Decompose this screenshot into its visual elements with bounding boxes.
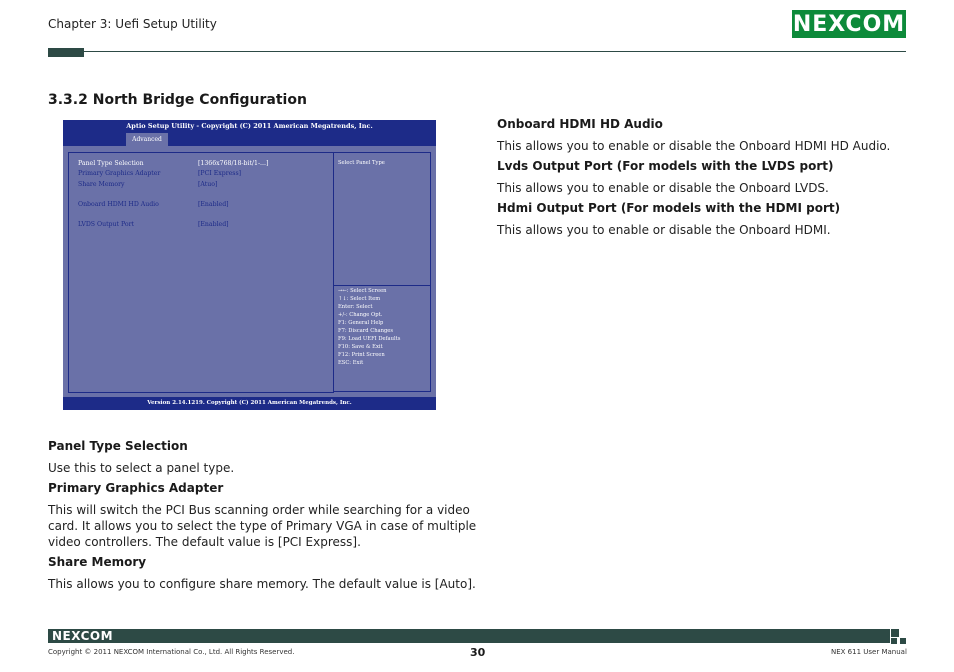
bios-help-text: Select Panel Type xyxy=(338,160,385,166)
bios-item-value[interactable]: [Atuo] xyxy=(198,181,218,188)
chapter-title: Chapter 3: Uefi Setup Utility xyxy=(48,17,217,31)
para-hdmi-port: This allows you to enable or disable the Onboard HDMI. xyxy=(497,223,831,237)
bios-title-bar: Aptio Setup Utility - Copyright (C) 2011 American Megatrends, Inc. xyxy=(63,120,436,133)
para-panel-type: Use this to select a panel type. xyxy=(48,461,235,475)
heading-primary-graphics: Primary Graphics Adapter xyxy=(48,481,224,495)
bios-item-label[interactable]: Primary Graphics Adapter xyxy=(78,170,161,177)
bios-item-label[interactable]: Onboard HDMI HD Audio xyxy=(78,201,159,208)
footer-square-icon xyxy=(891,629,899,637)
header-accent-block xyxy=(48,48,84,57)
para-share-memory: This allows you to configure share memory. The default value is [Auto]. xyxy=(48,577,476,591)
para-hdmi-audio: This allows you to enable or disable the Onboard HDMI HD Audio. xyxy=(497,139,891,153)
bios-item-value[interactable]: [Enabled] xyxy=(198,221,229,228)
footer-logo: NEXCOM xyxy=(52,629,114,643)
bios-key-line: →←: Select Screen xyxy=(338,288,387,294)
bios-help-panel xyxy=(333,152,431,286)
bios-key-line: F12: Print Screen xyxy=(338,352,385,358)
bios-key-line: F7: Discard Changes xyxy=(338,328,394,334)
bios-key-line: F1: General Help xyxy=(338,320,384,326)
bios-key-line: +/-: Change Opt. xyxy=(338,312,383,318)
page-number: 30 xyxy=(470,646,486,659)
bios-key-line: ↑↓: Select Item xyxy=(338,296,381,302)
heading-hdmi-port: Hdmi Output Port (For models with the HDMI port) xyxy=(497,201,841,215)
bios-key-line: Enter: Select xyxy=(338,304,373,310)
bios-key-legend xyxy=(338,287,400,367)
bios-item-value[interactable]: [Enabled] xyxy=(198,201,229,208)
heading-lvds-port: Lvds Output Port (For models with the LVDS port) xyxy=(497,159,834,173)
nexcom-logo: NEXCOM xyxy=(792,11,906,37)
bios-item-label[interactable]: Share Memory xyxy=(78,181,125,188)
copyright-text: Copyright © 2011 NEXCOM International Co., Ltd. All Rights Reserved. xyxy=(48,648,295,656)
section-title: 3.3.2 North Bridge Configuration xyxy=(48,92,307,108)
para-primary-graphics-3: video controllers. The default value is [PCI Express]. xyxy=(48,535,361,549)
footer-square-icon xyxy=(900,638,906,644)
para-primary-graphics-1: This will switch the PCI Bus scanning order while searching for a video xyxy=(48,503,470,517)
para-lvds-port: This allows you to enable or disable the Onboard LVDS. xyxy=(497,181,829,195)
footer-square-icon xyxy=(891,638,897,644)
header-divider xyxy=(48,51,906,52)
heading-hdmi-audio: Onboard HDMI HD Audio xyxy=(497,117,663,131)
bios-key-line: ESC: Exit xyxy=(338,360,364,366)
bios-key-line: F9: Load UEFI Defaults xyxy=(338,336,401,342)
bios-settings-panel xyxy=(68,152,334,393)
heading-panel-type: Panel Type Selection xyxy=(48,439,188,453)
bios-item-value[interactable]: [PCI Express] xyxy=(198,170,242,177)
bios-tab-advanced[interactable]: Advanced xyxy=(126,133,168,146)
bios-tab-bar xyxy=(63,133,436,146)
bios-version-bar: Version 2.14.1219. Copyright (C) 2011 American Megatrends, Inc. xyxy=(63,397,436,410)
manual-title: NEX 611 User Manual xyxy=(831,648,907,656)
bios-screenshot xyxy=(63,120,436,410)
bios-item-label[interactable]: LVDS Output Port xyxy=(78,221,135,228)
para-primary-graphics-2: card. It allows you to select the type of Primary VGA in case of multiple xyxy=(48,519,477,533)
bios-item-label[interactable]: Panel Type Selection xyxy=(78,160,144,167)
footer-bar xyxy=(48,629,890,643)
bios-item-value[interactable]: [1366x768/18-bit/1-...] xyxy=(198,160,269,167)
bios-key-line: F10: Save & Exit xyxy=(338,344,383,350)
heading-share-memory: Share Memory xyxy=(48,555,147,569)
